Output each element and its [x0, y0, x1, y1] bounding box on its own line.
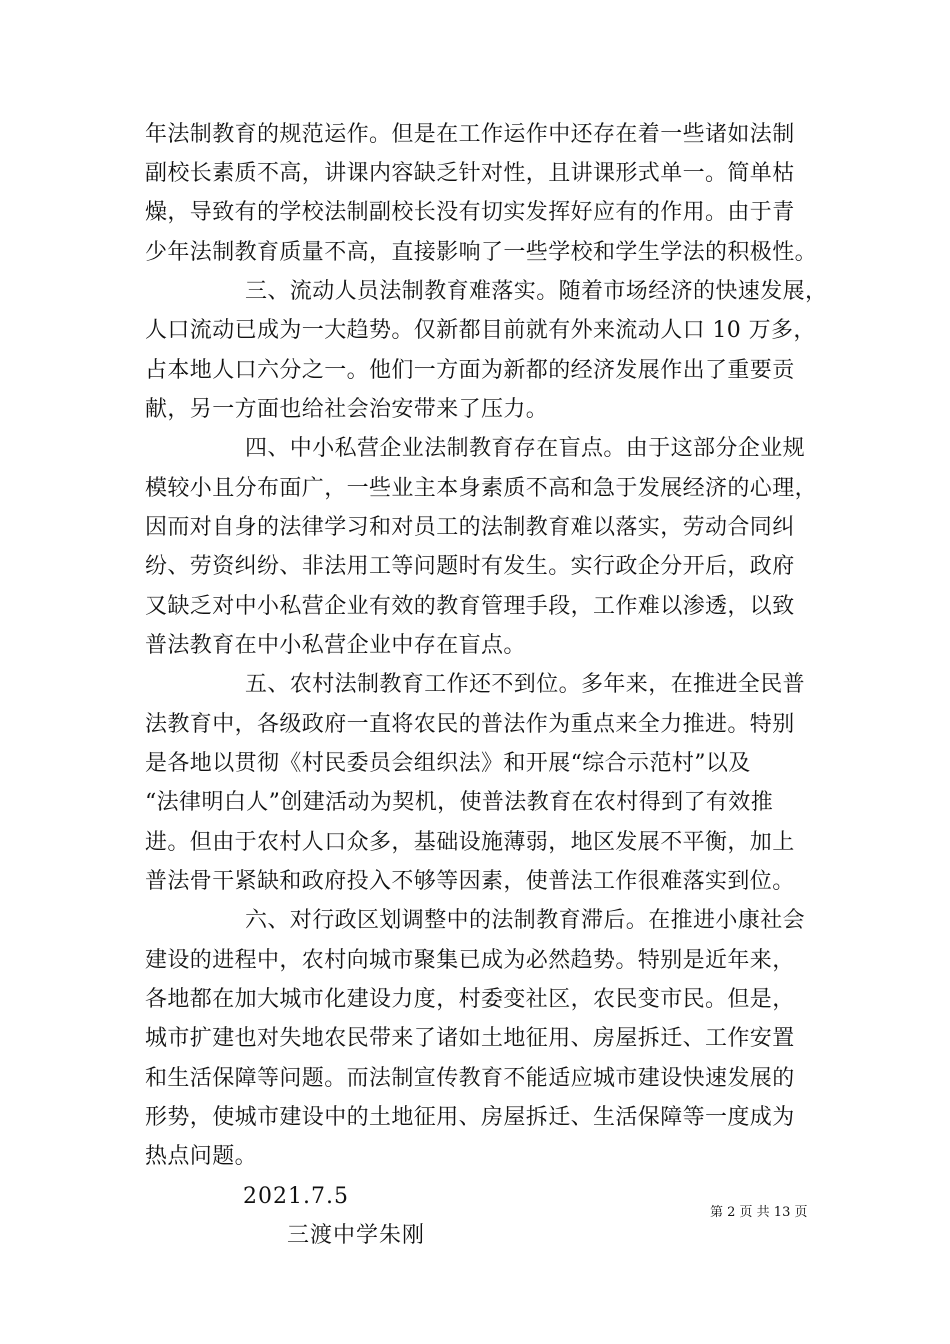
body-text-line: 和生活保障等问题。而法制宣传教育不能适应城市建设快速发展的 [145, 1066, 795, 1091]
section-heading-line: 六、对行政区划调整中的法制教育滞后。在推进小康社会 [245, 908, 806, 933]
page-number-footer: 第 2 页 共 13 页 [710, 1205, 808, 1220]
body-text-line: 法教育中，各级政府一直将农民的普法作为重点来全力推进。特别 [145, 712, 795, 737]
body-text-line: 燥，导致有的学校法制副校长没有切实发挥好应有的作用。由于青 [145, 200, 795, 225]
body-text-line: 各地都在加大城市化建设力度，村委变社区，农民变市民。但是， [145, 987, 795, 1012]
body-text-line: 年法制教育的规范运作。但是在工作运作中还存在着一些诸如法制 [145, 122, 795, 147]
body-text-line: 建设的进程中，农村向城市聚集已成为必然趋势。特别是近年来， [145, 948, 795, 973]
document-date: 2021.7.5 [243, 1184, 349, 1209]
body-text-line: 形势，使城市建设中的土地征用、房屋拆迁、生活保障等一度成为 [145, 1105, 795, 1130]
body-text-line: 热点问题。 [145, 1144, 258, 1169]
body-text-line: 纷、劳资纠纷、非法用工等问题时有发生。实行政企分开后，政府 [145, 554, 795, 579]
body-text-line: 因而对自身的法律学习和对员工的法制教育难以落实，劳动合同纠 [145, 515, 795, 540]
body-text-line: 少年法制教育质量不高，直接影响了一些学校和学生学法的积极性。 [145, 240, 818, 265]
body-text-line: 是各地以贯彻《村民委员会组织法》和开展“综合示范村”以及 [145, 751, 751, 776]
body-text-line: 副校长素质不高，讲课内容缺乏针对性，且讲课形式单一。简单枯 [145, 161, 795, 186]
body-text-line: 进。但由于农村人口众多，基础设施薄弱，地区发展不平衡，加上 [145, 830, 795, 855]
section-heading-line: 三、流动人员法制教育难落实。随着市场经济的快速发展， [245, 279, 828, 304]
body-text-line: “法律明白人”创建活动为契机，使普法教育在农村得到了有效推 [145, 790, 774, 815]
body-text-line: 占本地人口六分之一。他们一方面为新都的经济发展作出了重要贡 [145, 358, 795, 383]
document-author: 三渡中学朱刚 [287, 1223, 426, 1248]
section-heading-line: 五、农村法制教育工作还不到位。多年来，在推进全民普 [245, 672, 806, 697]
body-text-line: 普法骨干紧缺和政府投入不够等因素，使普法工作很难落实到位。 [145, 869, 795, 894]
body-text-line: 人口流动已成为一大趋势。仅新都目前就有外来流动人口 10 万多， [145, 318, 816, 343]
section-heading-line: 四、中小私营企业法制教育存在盲点。由于这部分企业规 [245, 436, 806, 461]
body-text-line: 普法教育在中小私营企业中存在盲点。 [145, 633, 526, 658]
body-text-line: 模较小且分布面广，一些业主本身素质不高和急于发展经济的心理， [145, 476, 818, 501]
body-text-line: 城市扩建也对失地农民带来了诸如土地征用、房屋拆迁、工作安置 [145, 1026, 795, 1051]
body-text-line: 献，另一方面也给社会治安带来了压力。 [145, 397, 549, 422]
body-text-line: 又缺乏对中小私营企业有效的教育管理手段，工作难以渗透，以致 [145, 594, 795, 619]
